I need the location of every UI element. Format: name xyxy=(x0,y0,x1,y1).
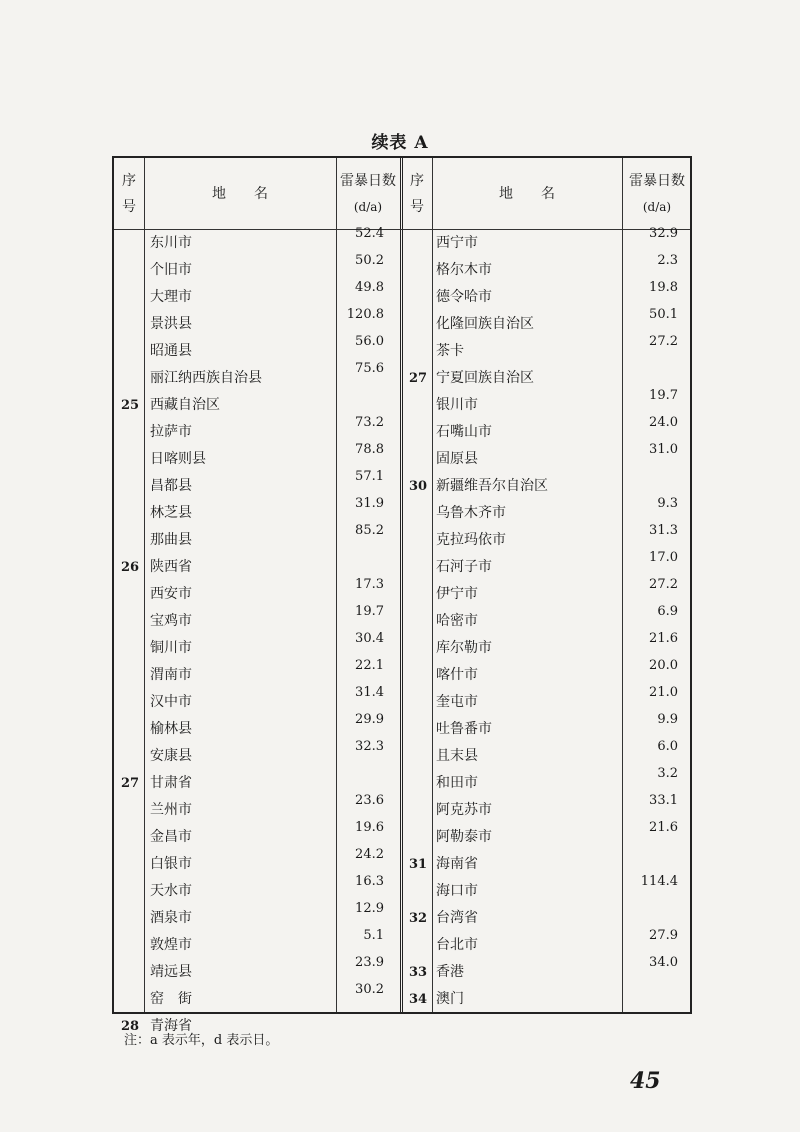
thunder-days-value: 27.9 xyxy=(649,928,678,943)
thunder-days-value: 21.0 xyxy=(649,685,678,700)
center-divider xyxy=(400,158,403,1012)
place-name: 那曲县 xyxy=(150,532,192,548)
place-name: 敦煌市 xyxy=(150,937,192,953)
place-name: 化隆回族自治区 xyxy=(436,316,534,332)
thunder-days-value: 85.2 xyxy=(355,523,384,538)
thunder-days-value: 34.0 xyxy=(649,955,678,970)
place-name: 安康县 xyxy=(150,748,192,764)
row-index: 25 xyxy=(120,398,140,413)
place-name: 陕西省 xyxy=(150,559,192,575)
place-name: 格尔木市 xyxy=(436,262,492,278)
header-unit-label: (d/a) xyxy=(353,199,383,214)
place-name: 银川市 xyxy=(436,397,478,413)
header-divider xyxy=(114,229,690,230)
thunder-days-value: 24.2 xyxy=(355,847,384,862)
thunder-days-value: 50.1 xyxy=(649,307,678,322)
thunder-days-value: 31.4 xyxy=(355,685,384,700)
thunder-days-value: 30.2 xyxy=(355,982,384,997)
place-name: 海南省 xyxy=(436,856,478,872)
page-title: 续表 A xyxy=(371,133,429,153)
thunder-days-value: 73.2 xyxy=(355,415,384,430)
thunder-days-value: 24.0 xyxy=(649,415,678,430)
header-seq-top: 序 xyxy=(122,172,136,189)
row-index: 33 xyxy=(408,965,428,980)
place-name: 个旧市 xyxy=(150,262,192,278)
thunder-days-value: 32.3 xyxy=(355,739,384,754)
row-index: 27 xyxy=(120,776,140,791)
place-name: 昌都县 xyxy=(150,478,192,494)
header-place-label: 地 名 xyxy=(499,185,555,202)
row-index: 27 xyxy=(408,371,428,386)
place-name: 榆林县 xyxy=(150,721,192,737)
place-name: 白银市 xyxy=(150,856,192,872)
thunder-days-value: 5.1 xyxy=(363,928,384,943)
place-name: 石河子市 xyxy=(436,559,492,575)
place-name: 台北市 xyxy=(436,937,478,953)
thunder-days-value: 20.0 xyxy=(649,658,678,673)
place-name: 西藏自治区 xyxy=(150,397,220,413)
header-seq-right xyxy=(402,158,432,229)
place-name: 丽江纳西族自治县 xyxy=(150,370,262,386)
place-name: 乌鲁木齐市 xyxy=(436,505,506,521)
place-name: 茶卡 xyxy=(436,343,464,359)
place-name: 昭通县 xyxy=(150,343,192,359)
place-name: 固原县 xyxy=(436,451,478,467)
header-seq-left xyxy=(114,158,144,229)
place-name: 景洪县 xyxy=(150,316,192,332)
thunder-days-value: 22.1 xyxy=(355,658,384,673)
thunder-days-value: 3.2 xyxy=(657,766,678,781)
place-name: 大理市 xyxy=(150,289,192,305)
place-name: 新疆维吾尔自治区 xyxy=(436,478,548,494)
place-name: 石嘴山市 xyxy=(436,424,492,440)
place-name: 铜川市 xyxy=(150,640,192,656)
thunder-days-value: 27.2 xyxy=(649,334,678,349)
header-place-left xyxy=(144,158,336,229)
row-index: 28 xyxy=(120,1019,140,1034)
thunder-days-value: 31.0 xyxy=(649,442,678,457)
place-name: 阿勒泰市 xyxy=(436,829,492,845)
row-index: 34 xyxy=(408,992,428,1007)
place-name: 林芝县 xyxy=(150,505,192,521)
thunder-days-value: 30.4 xyxy=(355,631,384,646)
place-name: 日喀则县 xyxy=(150,451,206,467)
row-index: 30 xyxy=(408,479,428,494)
place-name: 伊宁市 xyxy=(436,586,478,602)
header-unit-label: (d/a) xyxy=(642,199,672,214)
place-name: 靖远县 xyxy=(150,964,192,980)
data-table xyxy=(112,156,692,1034)
thunder-days-value: 21.6 xyxy=(649,820,678,835)
place-name: 西安市 xyxy=(150,586,192,602)
thunder-days-value: 32.9 xyxy=(649,226,678,241)
thunder-days-value: 114.4 xyxy=(640,874,678,889)
thunder-days-value: 78.8 xyxy=(355,442,384,457)
place-name: 西宁市 xyxy=(436,235,478,251)
thunder-days-value: 2.3 xyxy=(657,253,678,268)
thunder-days-value: 21.6 xyxy=(649,631,678,646)
thunder-days-value: 120.8 xyxy=(346,307,384,322)
place-name: 金昌市 xyxy=(150,829,192,845)
thunder-days-value: 17.3 xyxy=(355,577,384,592)
thunder-days-value: 57.1 xyxy=(355,469,384,484)
row-index: 31 xyxy=(408,857,428,872)
place-name: 拉萨市 xyxy=(150,424,192,440)
thunder-days-value: 6.0 xyxy=(657,739,678,754)
thunder-days-value: 29.9 xyxy=(355,712,384,727)
place-name: 酒泉市 xyxy=(150,910,192,926)
place-name: 澳门 xyxy=(436,991,464,1007)
header-days-left xyxy=(336,158,400,229)
header-seq-top: 序 xyxy=(410,172,424,189)
header-place-right xyxy=(432,158,622,229)
thunder-days-value: 31.9 xyxy=(355,496,384,511)
place-name: 青海省 xyxy=(150,1018,192,1034)
thunder-days-value: 49.8 xyxy=(355,280,384,295)
thunder-days-value: 50.2 xyxy=(355,253,384,268)
place-name: 兰州市 xyxy=(150,802,192,818)
place-name: 天水市 xyxy=(150,883,192,899)
place-name: 东川市 xyxy=(150,235,192,251)
row-index: 32 xyxy=(408,911,428,926)
place-name: 阿克苏市 xyxy=(436,802,492,818)
place-name: 甘肃省 xyxy=(150,775,192,791)
header-place-label: 地 名 xyxy=(212,185,268,202)
place-name: 克拉玛依市 xyxy=(436,532,506,548)
place-name: 宝鸡市 xyxy=(150,613,192,629)
col-divider xyxy=(144,158,145,1012)
thunder-days-value: 19.7 xyxy=(649,388,678,403)
place-name: 库尔勒市 xyxy=(436,640,492,656)
thunder-days-value: 56.0 xyxy=(355,334,384,349)
place-name: 海口市 xyxy=(436,883,478,899)
col-divider xyxy=(432,158,433,1012)
thunder-days-value: 52.4 xyxy=(355,226,384,241)
thunder-days-value: 19.8 xyxy=(649,280,678,295)
header-seq-bottom: 号 xyxy=(410,198,424,215)
thunder-days-value: 33.1 xyxy=(649,793,678,808)
header-days-right xyxy=(622,158,692,229)
thunder-days-value: 19.7 xyxy=(355,604,384,619)
page-number: 45 xyxy=(630,1068,661,1094)
footnote: 注：a 表示年，d 表示日。 xyxy=(124,1033,279,1048)
place-name: 奎屯市 xyxy=(436,694,478,710)
thunder-days-value: 23.9 xyxy=(355,955,384,970)
thunder-days-value: 27.2 xyxy=(649,577,678,592)
thunder-days-value: 23.6 xyxy=(355,793,384,808)
place-name: 宁夏回族自治区 xyxy=(436,370,534,386)
thunder-days-value: 16.3 xyxy=(355,874,384,889)
place-name: 台湾省 xyxy=(436,910,478,926)
place-name: 德令哈市 xyxy=(436,289,492,305)
thunder-days-value: 75.6 xyxy=(355,361,384,376)
thunder-days-value: 6.9 xyxy=(657,604,678,619)
header-days-label: 雷暴日数 xyxy=(340,172,396,189)
header-seq-bottom: 号 xyxy=(122,198,136,215)
thunder-days-value: 19.6 xyxy=(355,820,384,835)
thunder-days-value: 12.9 xyxy=(355,901,384,916)
place-name: 汉中市 xyxy=(150,694,192,710)
place-name: 窑 街 xyxy=(150,991,192,1007)
place-name: 和田市 xyxy=(436,775,478,791)
row-index: 26 xyxy=(120,560,140,575)
place-name: 且末县 xyxy=(436,748,478,764)
thunder-days-value: 9.9 xyxy=(657,712,678,727)
place-name: 吐鲁番市 xyxy=(436,721,492,737)
header-days-label: 雷暴日数 xyxy=(629,172,685,189)
thunder-days-value: 17.0 xyxy=(649,550,678,565)
thunder-days-value: 9.3 xyxy=(657,496,678,511)
place-name: 哈密市 xyxy=(436,613,478,629)
place-name: 喀什市 xyxy=(436,667,478,683)
place-name: 渭南市 xyxy=(150,667,192,683)
thunder-days-value: 31.3 xyxy=(649,523,678,538)
place-name: 香港 xyxy=(436,964,464,980)
